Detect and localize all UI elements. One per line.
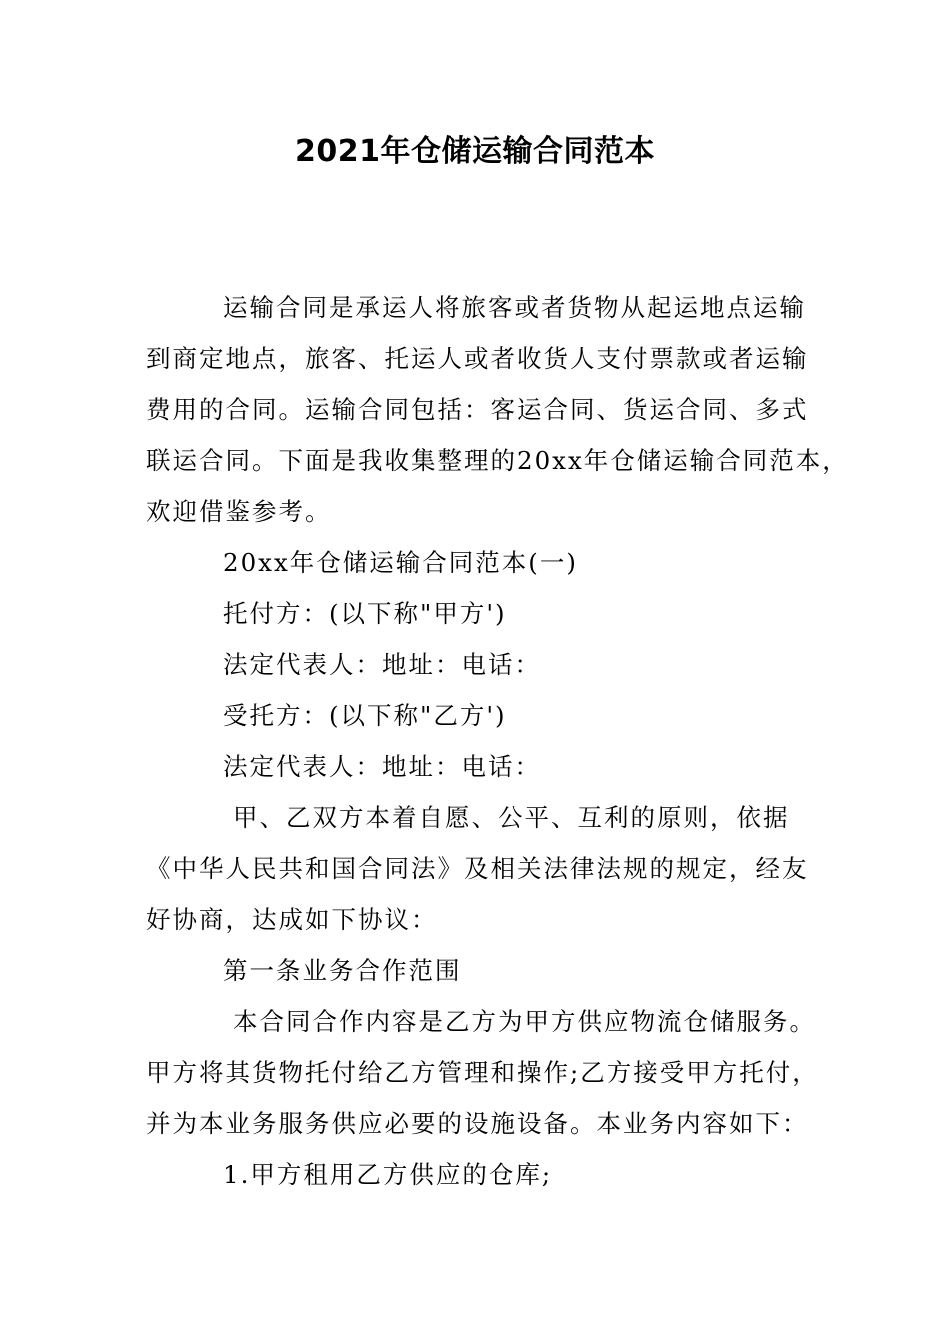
party-b <box>146 690 811 741</box>
principle-line: 甲、乙双方本着自愿、公平、互利的原则，依据 <box>233 803 790 832</box>
article1-heading-text: 第一条业务合作范围 <box>223 956 462 985</box>
section-heading-text: 20xx年仓储运输合同范本(一) <box>223 548 578 577</box>
document-title: 2021年仓储运输合同范本 <box>295 134 655 169</box>
principle-paragraph <box>146 792 811 945</box>
article1-line: 本合同合作内容是乙方为甲方供应物流仓储服务。 <box>233 1007 816 1036</box>
party-a-representative <box>146 639 811 690</box>
party-b-representative <box>146 741 811 792</box>
party-b-rep-text: 法定代表人：地址：电话： <box>223 752 541 781</box>
article1-line: 并为本业务服务供应必要的设施设备。本业务内容如下： <box>146 1109 809 1138</box>
intro-line: 运输合同是承运人将旅客或者货物从起运地点运输 <box>223 293 806 322</box>
intro-paragraph <box>146 282 849 537</box>
principle-line: 好协商，达成如下协议： <box>146 905 438 934</box>
principle-line: 《中华人民共和国合同法》及相关法律法规的规定，经友 <box>146 854 809 883</box>
party-a-rep-text: 法定代表人：地址：电话： <box>223 650 541 679</box>
article1-paragraph <box>146 996 819 1149</box>
intro-line: 到商定地点，旅客、托运人或者收货人支付票款或者运输 <box>146 344 809 373</box>
item-1 <box>146 1149 811 1200</box>
party-a-text: 托付方：(以下称"甲方') <box>223 599 507 628</box>
article1-line: 甲方将其货物托付给乙方管理和操作;乙方接受甲方托付， <box>146 1058 819 1087</box>
party-a <box>146 588 811 639</box>
intro-line: 联运合同。下面是我收集整理的20xx年仓储运输合同范本， <box>146 446 849 475</box>
section-heading <box>146 537 811 588</box>
intro-line: 费用的合同。运输合同包括：客运合同、货运合同、多式 <box>146 395 809 424</box>
article1-heading <box>146 945 811 996</box>
item-1-text: 1.甲方租用乙方供应的仓库; <box>223 1160 553 1189</box>
intro-line: 欢迎借鉴参考。 <box>146 497 332 526</box>
party-b-text: 受托方：(以下称"乙方') <box>223 701 507 730</box>
